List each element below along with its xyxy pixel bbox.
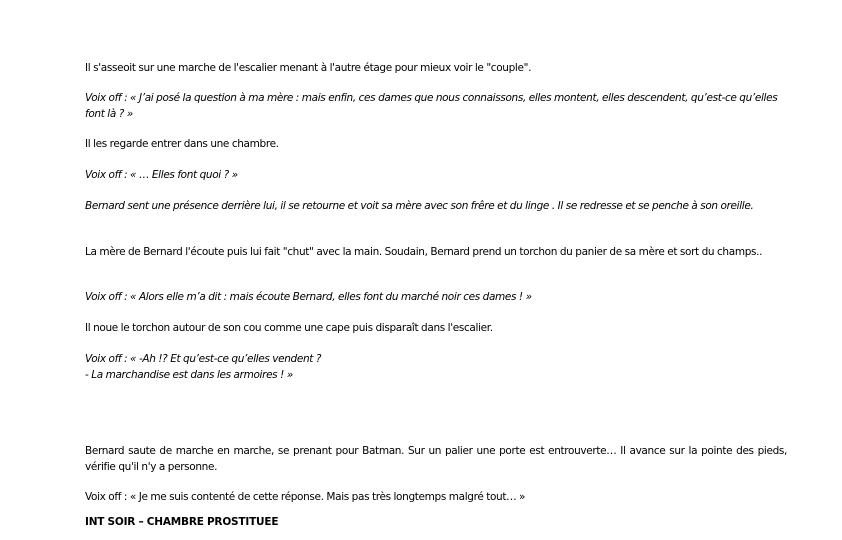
action-paragraph-4: La mère de Bernard l'écoute puis lui fait "chut" avec la main. Soudain, Bernard prend un torchon du panier de sa mère et sort du champs..	[85, 246, 763, 258]
scene-heading: INT SOIR – CHAMBRE PROSTITUEE	[85, 516, 279, 528]
voice-over-paragraph-2: Voix off : « … Elles font quoi ? »	[85, 169, 238, 181]
voice-over-dialogue-line-2: - La marchandise est dans les armoires ! »	[85, 368, 293, 381]
voice-over-dialogue	[85, 352, 787, 383]
voice-over-paragraph-1: Voix off : « J’ai posé la question à ma mère : mais enfin, ces dames que nous connaissons, elles montent, elles descendent, qu’est-ce qu’elles font là ? »	[85, 92, 778, 120]
action-paragraph-3: Bernard sent une présence derrière lui, il se retourne et voit sa mère avec son frêre et du linge . Il se redresse et se penche à son oreille.	[85, 200, 754, 212]
voice-over-dialogue-line-1: Voix off : « -Ah !? Et qu’est-ce qu’elles vendent ?	[85, 353, 322, 365]
voice-over-paragraph-3: Voix off : « Alors elle m’a dit : mais écoute Bernard, elles font du marché noir ces dames ! »	[85, 291, 532, 303]
action-paragraph-6: Bernard saute de marche en marche, se prenant pour Batman. Sur un palier une porte est entrouverte… Il avance sur la pointe des pieds, vérifie qu'il n'y a personne.	[85, 445, 787, 473]
action-paragraph-1: Il s'asseoit sur une marche de l'escalier menant à l'autre étage pour mieux voir le "couple".	[85, 62, 532, 74]
voice-over-paragraph-4: Voix off : « Je me suis contenté de cette réponse. Mais pas très longtemps malgré tout… »	[85, 491, 526, 503]
action-paragraph-5: Il noue le torchon autour de son cou comme une cape puis disparaît dans l'escalier.	[85, 322, 493, 334]
action-paragraph-2: Il les regarde entrer dans une chambre.	[85, 138, 279, 150]
